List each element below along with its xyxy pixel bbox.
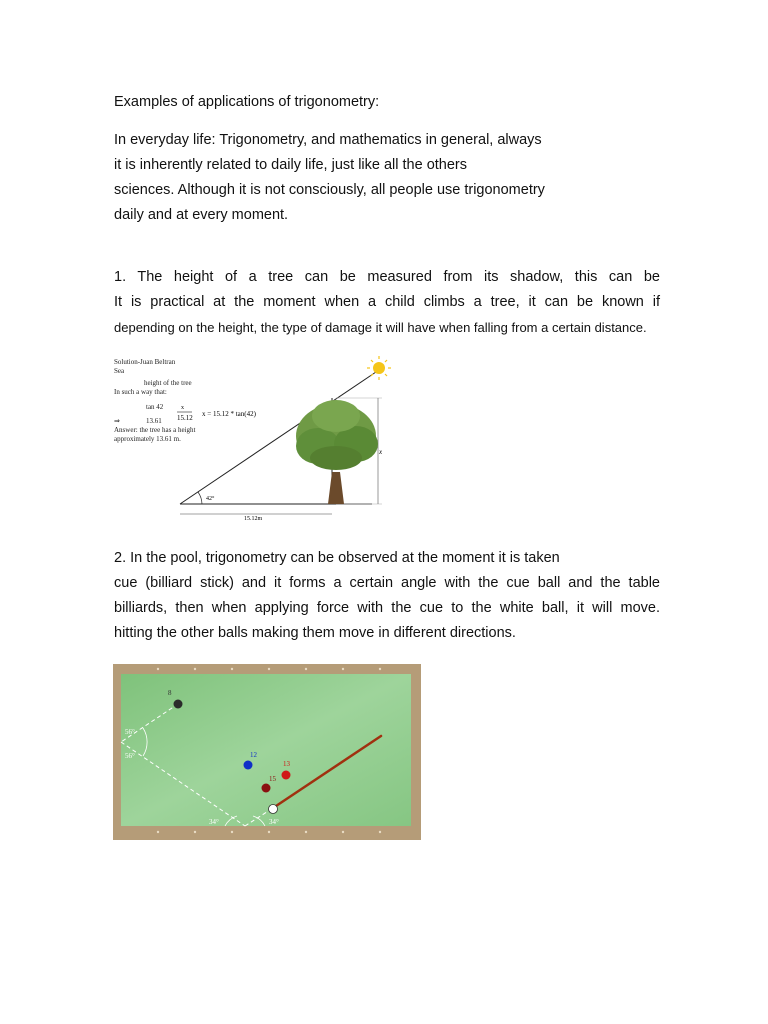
angle-arc [198, 492, 202, 504]
ball-label: 15 [269, 775, 276, 783]
intro-line: sciences. Although it is not consciously, all people use trigonometry [114, 182, 545, 198]
intro-line: it is inherently related to daily life, just like all the others [114, 157, 468, 173]
solution-line: In such a way that: [114, 388, 167, 396]
ball-label: 8 [168, 689, 172, 697]
solution-line: height of the tree [144, 379, 192, 387]
solution-line: tan 42 [146, 403, 164, 411]
solution-line: approximately 13.61 m. [114, 435, 181, 443]
example2-line: billiards, then when applying force with the cue to the white ball, it will move. [114, 600, 660, 616]
example2-paragraph [114, 546, 660, 646]
example2-line: hitting the other balls making them move in different directions. [114, 625, 516, 641]
solution-text [114, 354, 234, 444]
angle-label: 34° [209, 818, 219, 826]
tree-icon [296, 400, 378, 504]
angle-label: 34° [269, 818, 279, 826]
example2-line: cue (billiard stick) and it forms a certain angle with the cue ball and the table [114, 575, 660, 591]
formula-denominator: 15.12 [177, 414, 193, 422]
angle-label: 56° [125, 752, 135, 760]
ball-15 [262, 784, 271, 793]
base-label: 15.12m [244, 516, 263, 522]
intro-line: In everyday life: Trigonometry, and mathematics in general, always [114, 132, 542, 148]
document-heading: Examples of applications of trigonometry: [114, 94, 380, 110]
ball-label: 12 [250, 751, 257, 759]
ball-13 [282, 771, 291, 780]
solution-line: 13.61 [146, 417, 162, 425]
ball-label: 13 [283, 760, 290, 768]
example1-paragraph [114, 265, 660, 340]
solution-line: Answer: the tree has a height [114, 426, 196, 434]
cue-ball [269, 805, 278, 814]
pool-table-diagram [113, 664, 421, 840]
solution-line: ⇒ [114, 417, 120, 425]
intro-line: daily and at every moment. [114, 207, 289, 223]
height-label: x [379, 448, 383, 456]
angle-label: 56° [125, 728, 135, 736]
formula-numerator: x [181, 405, 184, 411]
intro-paragraph [114, 128, 660, 228]
formula-rhs: x = 15.12 * tan(42) [202, 410, 256, 418]
example1-line: 1. The height of a tree can be measured from its shadow, this can be [114, 269, 660, 285]
solution-line: Solution-Juan Beltran [114, 358, 176, 366]
solution-line: Sea [114, 367, 125, 375]
pool-table-figure [113, 664, 421, 840]
tree-shadow-figure [114, 354, 396, 524]
example1-line: It is practical at the moment when a child climbs a tree, it can be known if [114, 294, 660, 310]
example2-line: 2. In the pool, trigonometry can be observed at the moment it is taken [114, 550, 560, 566]
table-felt [121, 674, 411, 826]
ball-12 [244, 761, 253, 770]
example1-line: depending on the height, the type of damage it will have when falling from a certain distance. [114, 320, 647, 335]
angle-label: 42° [206, 496, 215, 502]
sun-icon [367, 356, 391, 380]
ball-8 [174, 700, 183, 709]
